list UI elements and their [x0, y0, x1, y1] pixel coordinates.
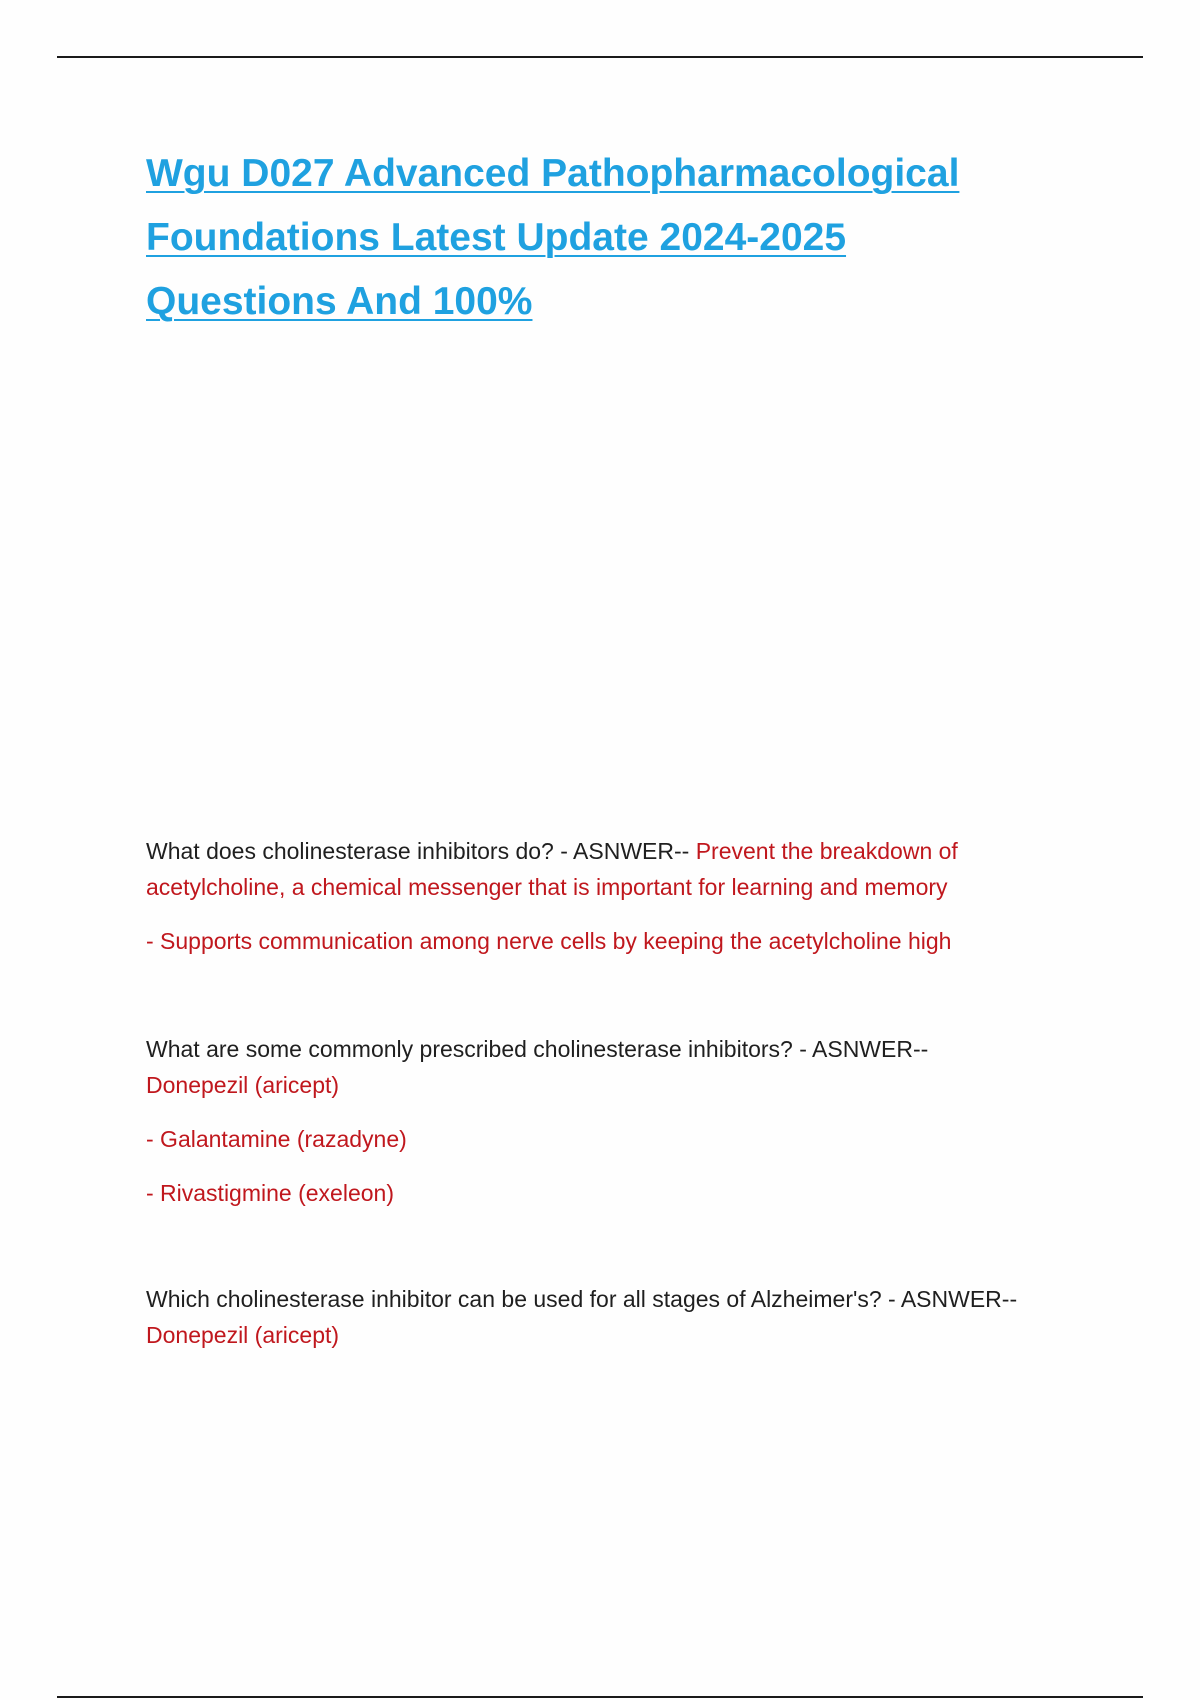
- answer-text: Donepezil (aricept): [146, 1322, 340, 1348]
- answer-text: Prevent the breakdown of acetylcholine, a chemical messenger that is important for learning and memory: [146, 838, 958, 900]
- title-line-1: Wgu D027 Advanced Pathopharmacological: [146, 152, 960, 195]
- question-text: Which cholinesterase inhibitor can be used for all stages of Alzheimer's?: [146, 1286, 882, 1312]
- answer-extra-line: - Rivastigmine (exeleon): [146, 1180, 394, 1206]
- answer-marker: - ASNWER--: [553, 838, 696, 864]
- qa-question-paragraph: [146, 1281, 1076, 1353]
- qa-item: [146, 1281, 1076, 1353]
- qa-question-paragraph: [146, 833, 1076, 905]
- answer-marker: - ASNWER--: [881, 1286, 1018, 1312]
- answer-marker: - ASNWER--: [792, 1036, 929, 1062]
- question-text: What does cholinesterase inhibitors do?: [146, 838, 554, 864]
- answer-text: Donepezil (aricept): [146, 1072, 340, 1098]
- qa-item: [146, 833, 1076, 959]
- qa-question-paragraph: [146, 1031, 1076, 1103]
- title-line-3: Questions And 100%: [146, 280, 533, 323]
- answer-extra-line: - Galantamine (razadyne): [146, 1126, 407, 1152]
- title-line-2: Foundations Latest Update 2024-2025: [146, 216, 847, 259]
- qa-item: [146, 1031, 1076, 1211]
- document-title: [146, 142, 1066, 334]
- header-rule: [57, 56, 1143, 58]
- answer-extra-line: - Supports communication among nerve cells by keeping the acetylcholine high: [146, 928, 952, 954]
- footer-rule: [57, 1696, 1143, 1698]
- question-text: What are some commonly prescribed cholinesterase inhibitors?: [146, 1036, 793, 1062]
